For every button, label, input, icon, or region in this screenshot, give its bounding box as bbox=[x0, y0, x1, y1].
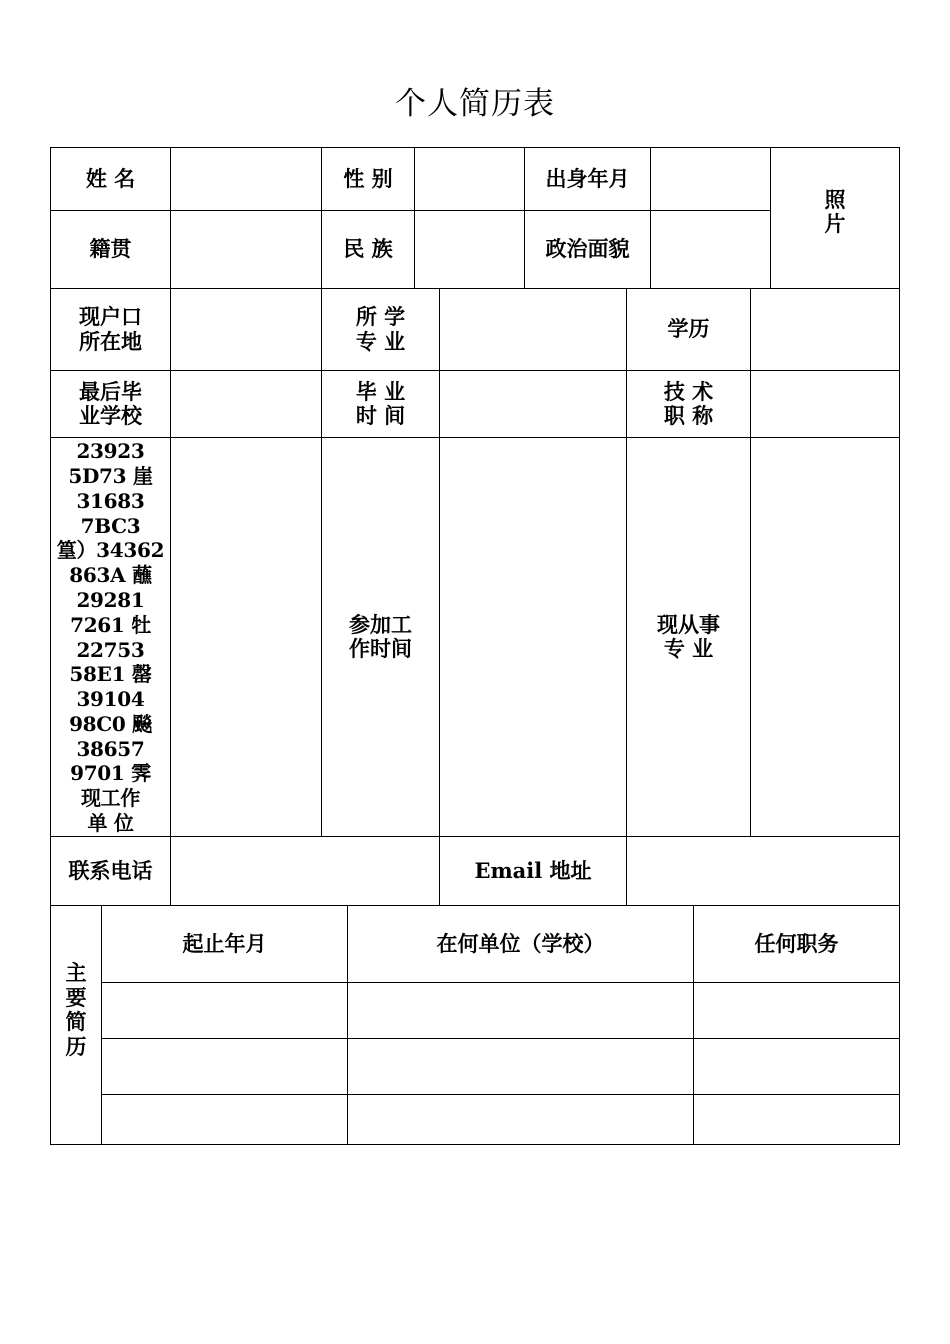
gender-field[interactable] bbox=[415, 148, 524, 210]
native-place-field[interactable] bbox=[171, 211, 321, 288]
birth-label: 出身年月 bbox=[545, 165, 630, 191]
resume-header-period: 起止年月 bbox=[182, 930, 267, 956]
email-label: Email 地址 bbox=[474, 857, 592, 883]
school-field[interactable] bbox=[171, 371, 321, 437]
name-label: 姓 名 bbox=[85, 165, 136, 191]
ethnicity-label: 民 族 bbox=[343, 236, 393, 262]
phone-field[interactable] bbox=[171, 837, 439, 905]
hukou-field[interactable] bbox=[171, 289, 321, 370]
resume-section-label: 主 要 简 历 bbox=[65, 960, 87, 1059]
major-label: 所 学 专 业 bbox=[355, 304, 406, 354]
resume-position-field[interactable] bbox=[694, 1039, 899, 1094]
resume-organization-field[interactable] bbox=[348, 1039, 693, 1094]
work-unit-field[interactable] bbox=[171, 438, 321, 836]
name-field[interactable] bbox=[171, 148, 321, 210]
work-unit-label: 23923 5D73 崖 31683 7BC3 篁）34362 863A 蘸 29281 7261 牡 22753 58E1 罄 39104 98C0 飈 38657 9701 霁 现工作 单 位 bbox=[56, 439, 165, 836]
resume-header-position: 任何职务 bbox=[754, 930, 839, 956]
tech-title-field[interactable] bbox=[751, 371, 899, 437]
resume-position-field[interactable] bbox=[694, 1095, 899, 1144]
current-major-field[interactable] bbox=[751, 438, 899, 836]
resume-period-field[interactable] bbox=[102, 983, 347, 1038]
resume-header-organization: 在何单位（学校） bbox=[436, 930, 605, 956]
birth-field[interactable] bbox=[651, 148, 770, 210]
political-status-label: 政治面貌 bbox=[545, 236, 630, 262]
work-start-field[interactable] bbox=[440, 438, 626, 836]
gender-label: 性 别 bbox=[343, 165, 393, 191]
page-title: 个人简历表 bbox=[395, 86, 555, 122]
phone-label: 联系电话 bbox=[68, 857, 153, 883]
native-place-label: 籍贯 bbox=[89, 236, 132, 262]
graduation-time-field[interactable] bbox=[440, 371, 626, 437]
major-field[interactable] bbox=[440, 289, 626, 370]
political-status-field[interactable] bbox=[651, 211, 770, 288]
email-field[interactable] bbox=[627, 837, 899, 905]
education-label: 学历 bbox=[667, 316, 710, 342]
resume-organization-field[interactable] bbox=[348, 1095, 693, 1144]
table-border-bottom bbox=[50, 1144, 900, 1145]
hukou-label: 现户口 所在地 bbox=[79, 304, 142, 354]
current-major-label: 现从事 专 业 bbox=[657, 611, 720, 661]
resume-period-field[interactable] bbox=[102, 1095, 347, 1144]
ethnicity-field[interactable] bbox=[415, 211, 524, 288]
school-label: 最后毕 业学校 bbox=[79, 378, 142, 428]
resume-period-field[interactable] bbox=[102, 1039, 347, 1094]
education-field[interactable] bbox=[751, 289, 899, 370]
tech-title-label: 技 术 职 称 bbox=[663, 378, 714, 428]
table-border-right bbox=[899, 147, 900, 1145]
resume-position-field[interactable] bbox=[694, 983, 899, 1038]
resume-organization-field[interactable] bbox=[348, 983, 693, 1038]
graduation-time-label: 毕 业 时 间 bbox=[355, 378, 406, 428]
photo-label: 照 片 bbox=[824, 186, 846, 236]
work-start-label: 参加工 作时间 bbox=[349, 611, 412, 661]
